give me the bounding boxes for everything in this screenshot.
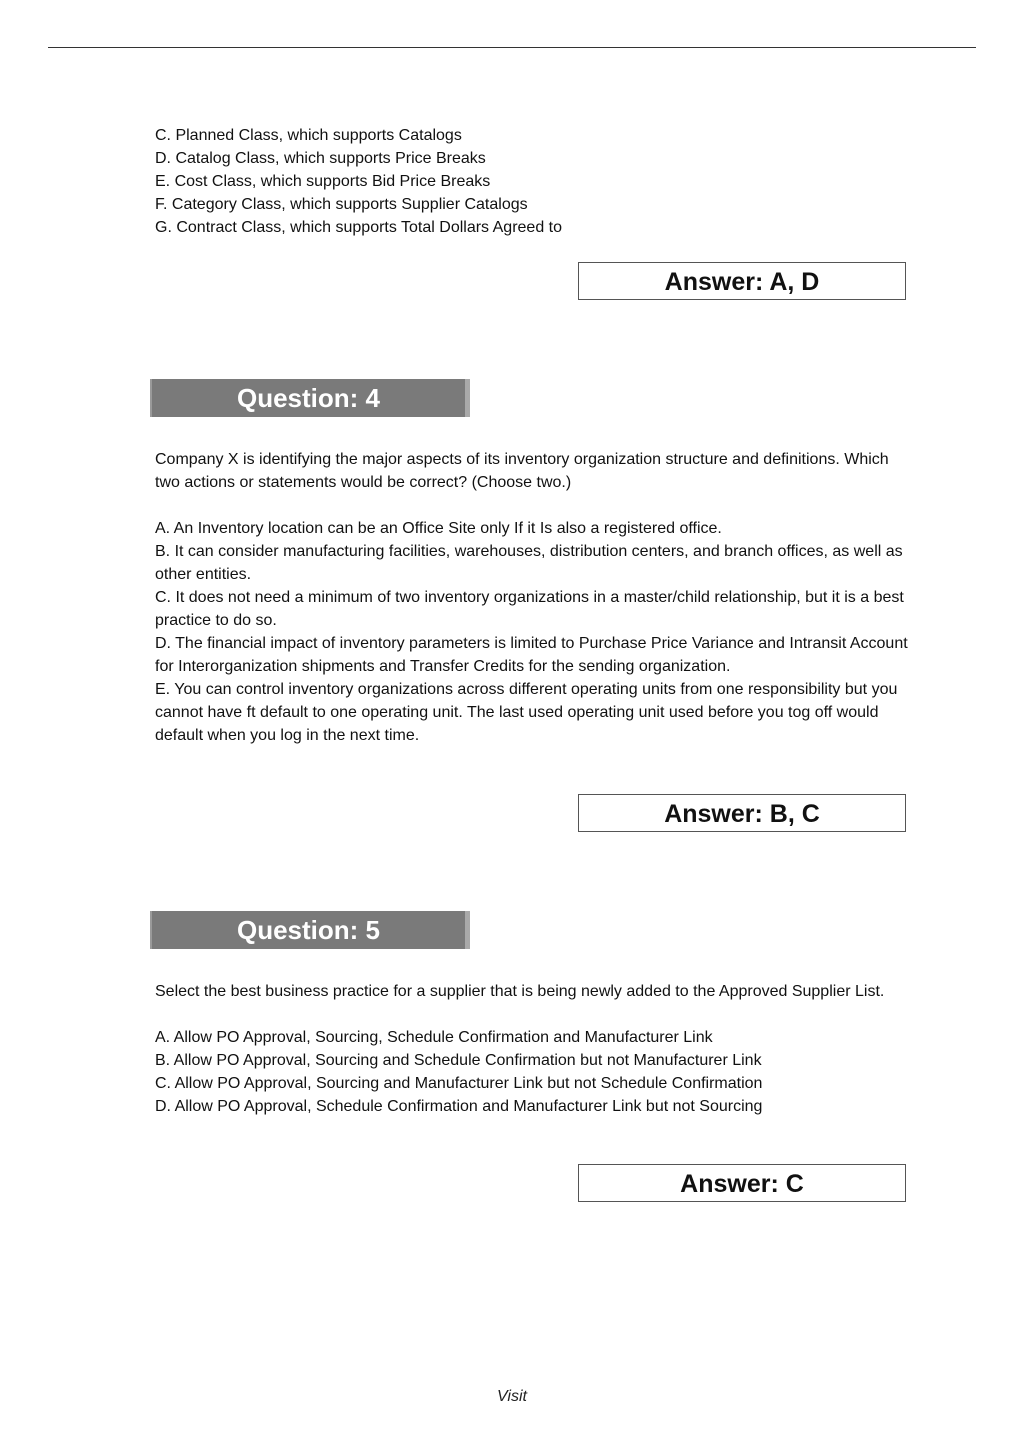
q4-answer-box: Answer: B, C xyxy=(578,794,906,832)
header-rule xyxy=(48,47,976,48)
q5-option-a: A. Allow PO Approval, Sourcing, Schedule Confirmation and Manufacturer Link xyxy=(155,1029,713,1046)
q4-option-d: D. The financial impact of inventory parameters is limited to Purchase Price Variance and Intransit Account for Interorganization shipments and Transfer Credits for the sending organization. xyxy=(155,635,908,675)
q3-options xyxy=(155,124,915,239)
q5-stem: Select the best business practice for a supplier that is being newly added to the Approved Supplier List. xyxy=(155,983,885,1000)
q4-body xyxy=(155,448,915,747)
q3-option-g: G. Contract Class, which supports Total Dollars Agreed to xyxy=(155,219,562,236)
q3-option-d: D. Catalog Class, which supports Price Breaks xyxy=(155,150,486,167)
q4-stem: Company X is identifying the major aspects of its inventory organization structure and definitions. Which two actions or statements would be correct? (Choose two.) xyxy=(155,451,889,491)
q3-option-c: C. Planned Class, which supports Catalogs xyxy=(155,127,462,144)
footer-visit-text: Visit xyxy=(497,1388,527,1405)
q5-answer-box: Answer: C xyxy=(578,1164,906,1202)
q5-option-d: D. Allow PO Approval, Schedule Confirmation and Manufacturer Link but not Sourcing xyxy=(155,1098,763,1115)
q5-option-b: B. Allow PO Approval, Sourcing and Schedule Confirmation but not Manufacturer Link xyxy=(155,1052,762,1069)
q3-answer-box: Answer: A, D xyxy=(578,262,906,300)
q4-option-a: A. An Inventory location can be an Office Site only If it Is also a registered office. xyxy=(155,520,722,537)
q4-option-e: E. You can control inventory organizations across different operating units from one responsibility but you cannot have ft default to one operating unit. The last used operating unit used before you tog off would default when you log in the next time. xyxy=(155,681,898,744)
q3-option-f: F. Category Class, which supports Supplier Catalogs xyxy=(155,196,528,213)
q4-header: Question: 4 xyxy=(150,379,470,417)
q4-option-b: B. It can consider manufacturing facilities, warehouses, distribution centers, and branch offices, as well as other entities. xyxy=(155,543,903,583)
q5-header: Question: 5 xyxy=(150,911,470,949)
q5-option-c: C. Allow PO Approval, Sourcing and Manufacturer Link but not Schedule Confirmation xyxy=(155,1075,763,1092)
q3-option-e: E. Cost Class, which supports Bid Price Breaks xyxy=(155,173,491,190)
q5-body xyxy=(155,980,915,1118)
q4-option-c: C. It does not need a minimum of two inventory organizations in a master/child relationship, but it is a best practice to do so. xyxy=(155,589,904,629)
